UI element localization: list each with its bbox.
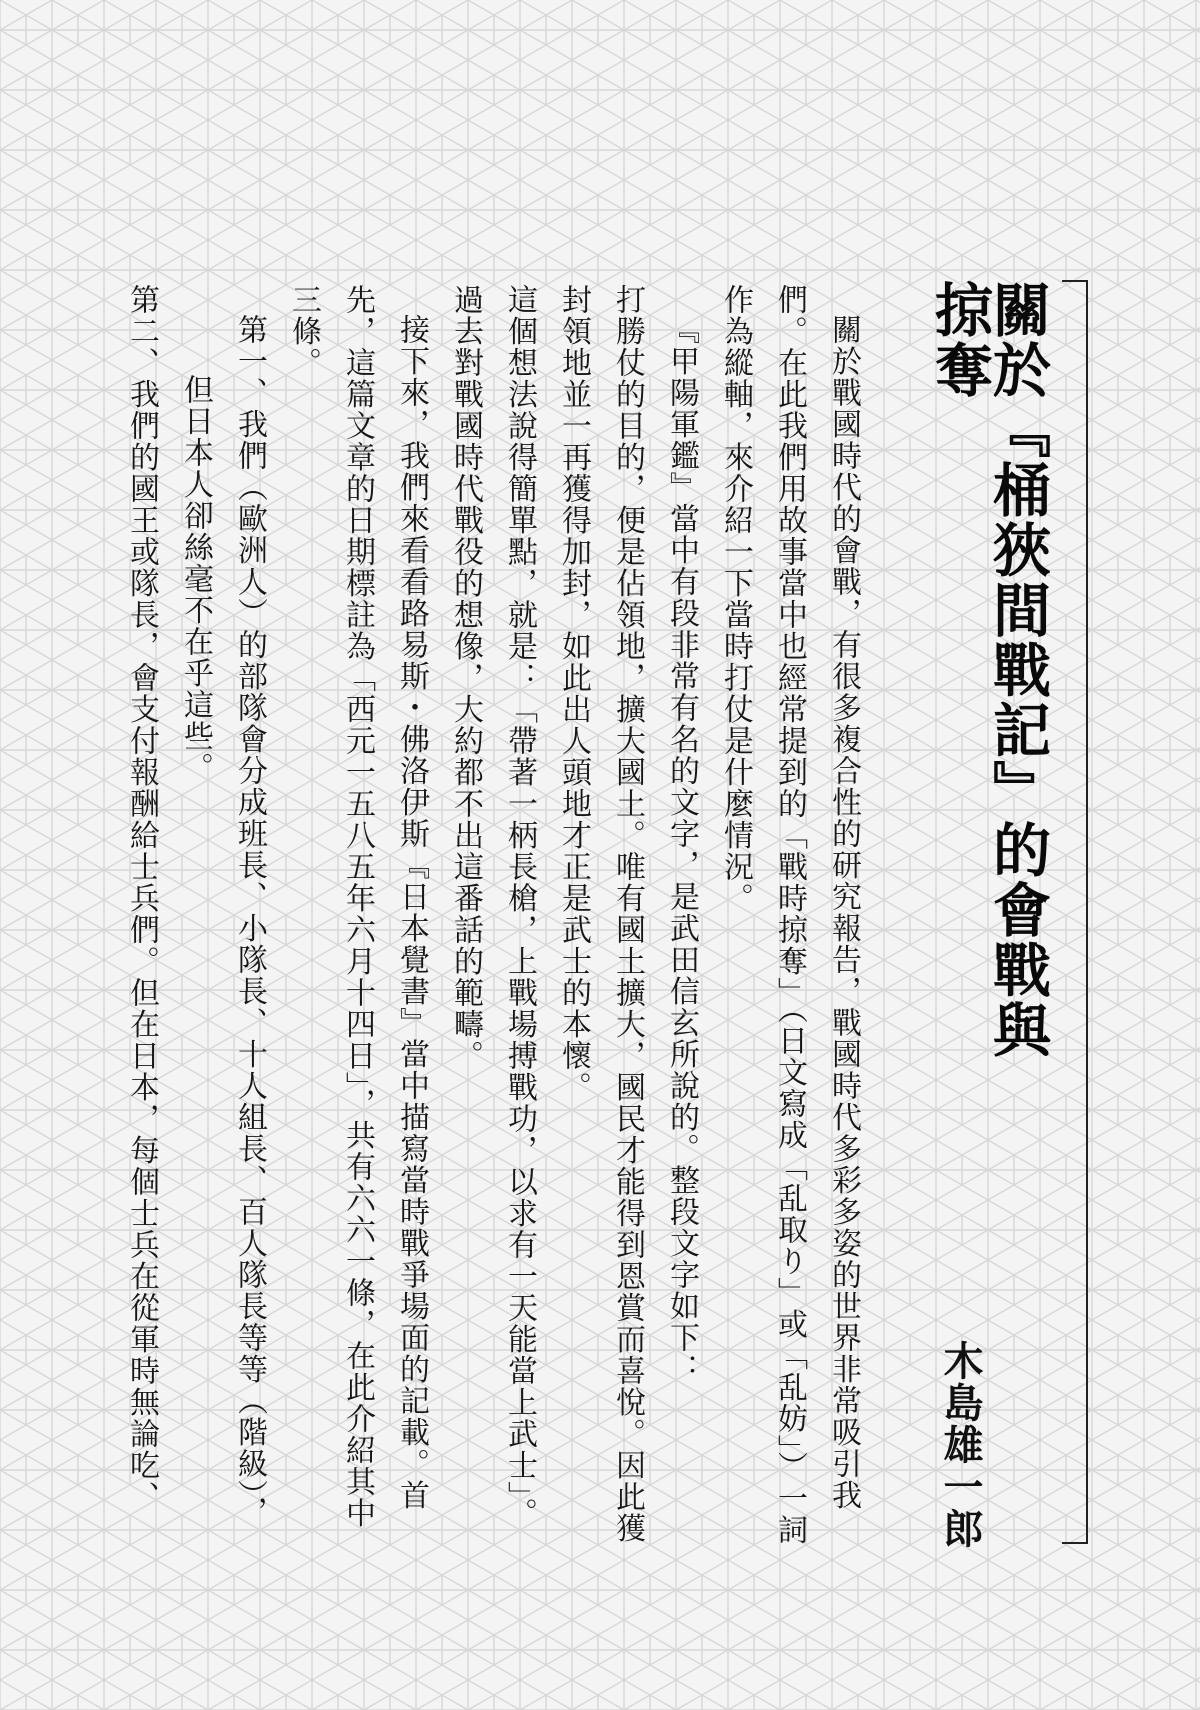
article-body (70, 284, 870, 1552)
article-title: 關於『桶狹間戰記』的會戰與掠奪 (925, 280, 1051, 1060)
paragraph-intro: 關於戰國時代的會戰，有很多複合性的研究報告，戰國時代多彩多姿的世界非常吸引我們。在此我們用故事當中也經常提到的「戰時掠奪」（日文寫成「乱取り」或「乱妨」）一詞作為縱軸，來介紹一下當時打仗是什麼情況。 (718, 284, 861, 1546)
paragraph-point-two: 第二、我們的國王或隊長，會支付報酬給士兵們。但在日本，每個士兵在從軍時無論吃、 (124, 284, 159, 1513)
paragraph-frois: 接下來，我們來看看路易斯・佛洛伊斯『日本覺書』當中描寫當時戰爭場面的記載。首先，這篇文章的日期標註為「西元一五八五年六月十四日」，共有六六一條，在此介紹其中三條。 (286, 284, 429, 1529)
paragraph-summary: 這個想法說得簡單點，就是：「帶著一柄長槍，上戰場搏戰功，以求有一天能當上武士」。過去對戰國時代戰役的想像，大約都不出這番話的範疇。 (448, 284, 537, 1529)
article-author: 木島雄一郎 (937, 1340, 984, 1550)
paragraph-koyo-gunkan: 『甲陽軍鑑』當中有段非常有名的文字，是武田信玄所說的。整段文字如下： (664, 314, 699, 1385)
title-bracket (1062, 280, 1088, 1544)
paragraph-point-one-cont: 但日本人卻絲毫不在乎這些。 (178, 374, 213, 784)
paragraph-shingen-quote: 打勝仗的目的，便是佔領地，擴大國土。唯有國土擴大，國民才能得到恩賞而喜悅。因此獲封領地並一再獲得加封，如此出人頭地才正是武士的本懷。 (556, 284, 645, 1544)
paragraph-point-one: 第一、我們（歐洲人）的部隊會分成班長、小隊長、十人組長、百人隊長等等（階級）， (232, 314, 267, 1528)
